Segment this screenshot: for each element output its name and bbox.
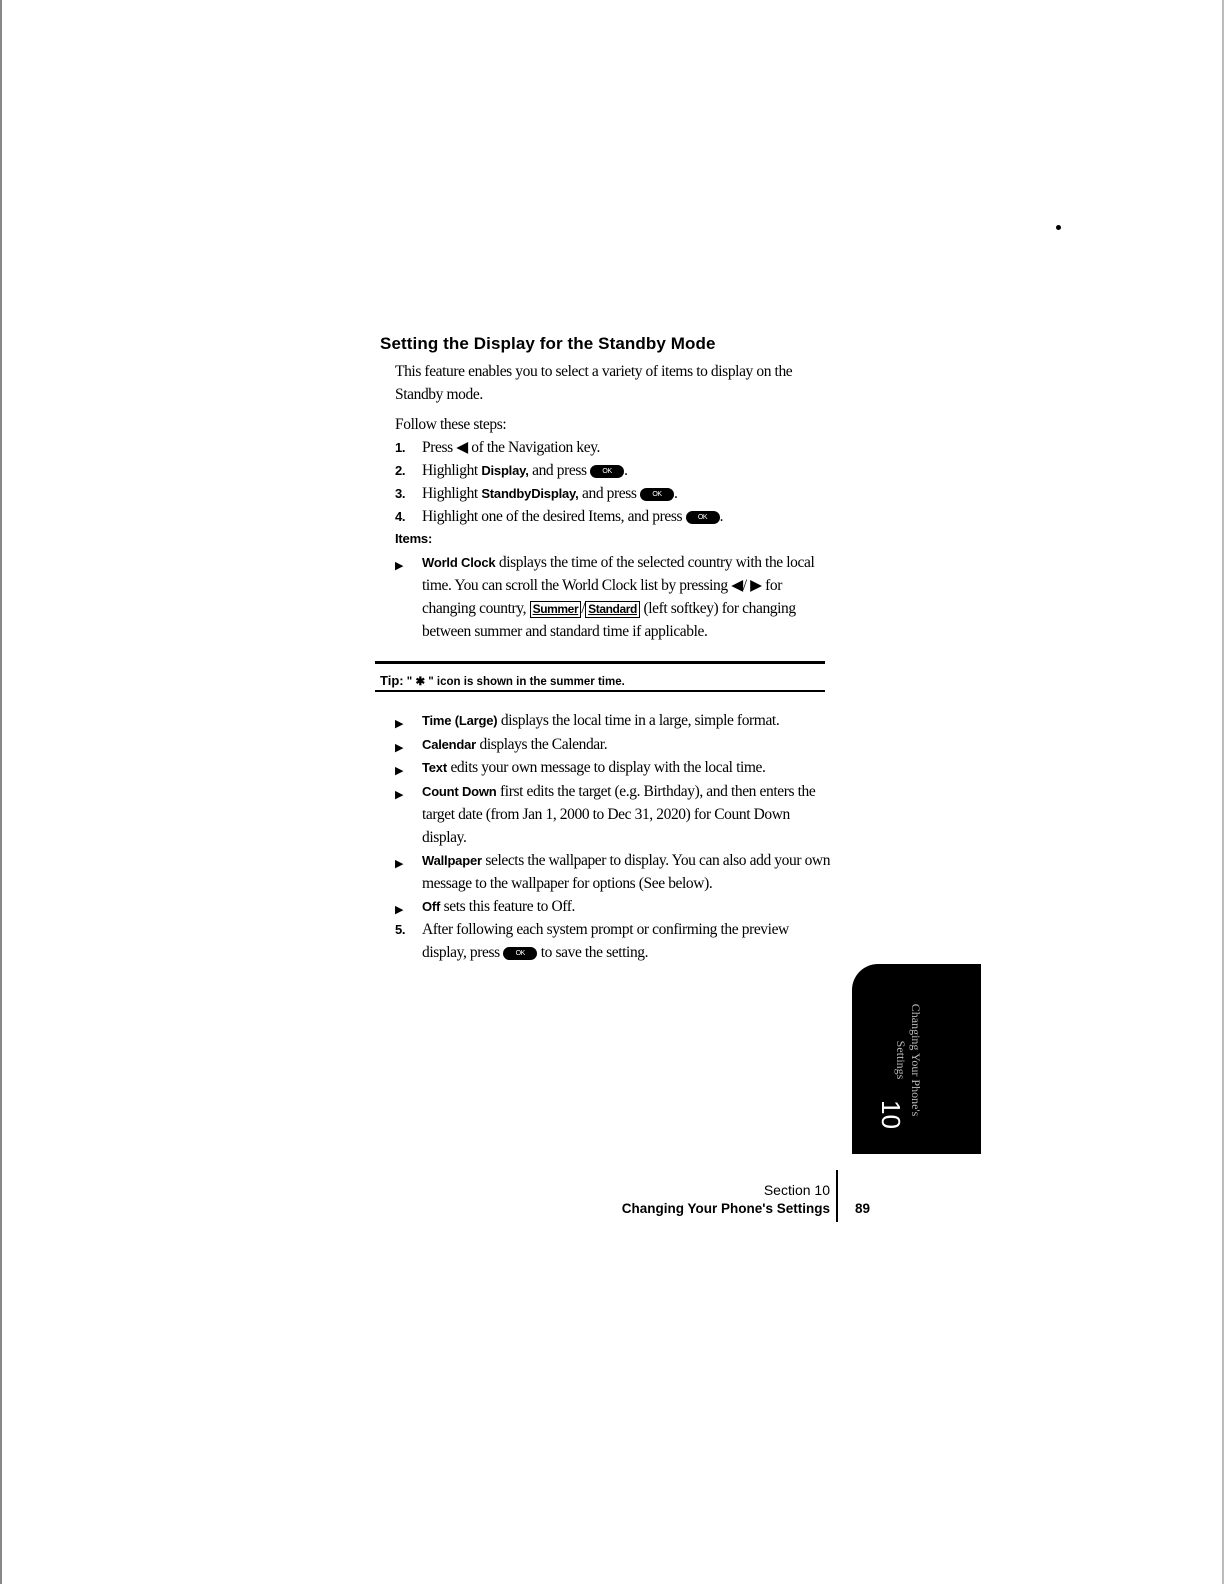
bullet-arrow-icon: ▶ [395,904,404,916]
follow-steps-label: Follow these steps: [395,416,507,433]
step-5: 5. After following each system prompt or confirming the preview display, press OK to save the setting. [395,918,835,964]
section-tab-title: Changing Your Phone's Settings [894,1003,923,1117]
ok-key-icon: OK [590,465,624,478]
section-heading: Setting the Display for the Standby Mode [380,334,716,353]
step-number: 3. [395,486,406,501]
bullet-arrow-icon: ▶ [395,789,404,801]
footer-title: Changing Your Phone's Settings [621,1201,830,1216]
left-arrow-icon: ◀ [456,439,468,456]
bullet-arrow-icon: ▶ [395,718,404,730]
bullet-arrow-icon: ▶ [395,742,404,754]
speck-mark [1056,225,1061,230]
bullet-off: ▶ Off sets this feature to Off. [395,895,835,918]
ok-key-icon: OK [503,947,537,960]
bullet-calendar: ▶ Calendar displays the Calendar. [395,733,835,756]
footer-section: Section 10 [763,1182,830,1198]
summer-softkey: Summer [530,601,582,618]
step-2: 2. Highlight Display, and press OK . [395,459,835,482]
page-edge-left [0,0,2,1584]
tip-rule-top [375,661,825,664]
step-number: 2. [395,463,406,478]
bullet-arrow-icon: ▶ [395,765,404,777]
page-number: 89 [855,1201,871,1216]
tip-rule-bottom [375,690,825,692]
bullet-count-down: ▶ Count Down first edits the target (e.g. Birthday), and then enters the target date (from Jan 1, 2000 to Dec 31, 2020) for Count Down display. [395,783,816,846]
step-1: 1. Press ◀ of the Navigation key. [395,436,835,459]
bullet-arrow-icon: ▶ [395,560,404,572]
intro-paragraph: This feature enables you to select a variety of items to display on the Standby mode. [395,363,793,403]
left-right-arrows-icon: ◀/ ▶ [731,577,762,594]
bullet-text: ▶ Text edits your own message to display with the local time. [395,756,835,779]
footer-divider [836,1170,838,1222]
tip-box [380,673,625,688]
section-tab [852,964,981,1154]
tip-text: " ✱ " icon is shown in the summer time. [406,676,625,688]
ok-key-icon: OK [640,488,674,501]
bullet-arrow-icon: ▶ [395,858,404,870]
bullet-world-clock: ▶ World Clock displays the time of the selected country with the local time. You can scroll the World Clock list by pressing ◀/ ▶ for changing country, Summer / Standard (left softkey) for changing between summer and standard time if applicable. [395,554,815,640]
standard-softkey: Standard [585,601,640,618]
page-edge-right [1222,0,1224,1584]
bullet-wallpaper: ▶ Wallpaper selects the wallpaper to display. You can also add your own message to the wallpaper for options (See below). [395,852,831,892]
ok-key-icon: OK [686,511,720,524]
step-number: 4. [395,509,406,524]
section-tab-number: 10 [875,1100,906,1129]
step-3: 3. Highlight StandbyDisplay, and press OK . [395,482,835,505]
step-number: 5. [395,922,406,937]
items-label: Items: [395,531,433,546]
step-number: 1. [395,440,406,455]
bullet-time-large: ▶ Time (Large) displays the local time in a large, simple format. [395,709,835,732]
step-4: 4. Highlight one of the desired Items, and press OK . [395,505,835,528]
tip-label: Tip: [380,673,404,688]
